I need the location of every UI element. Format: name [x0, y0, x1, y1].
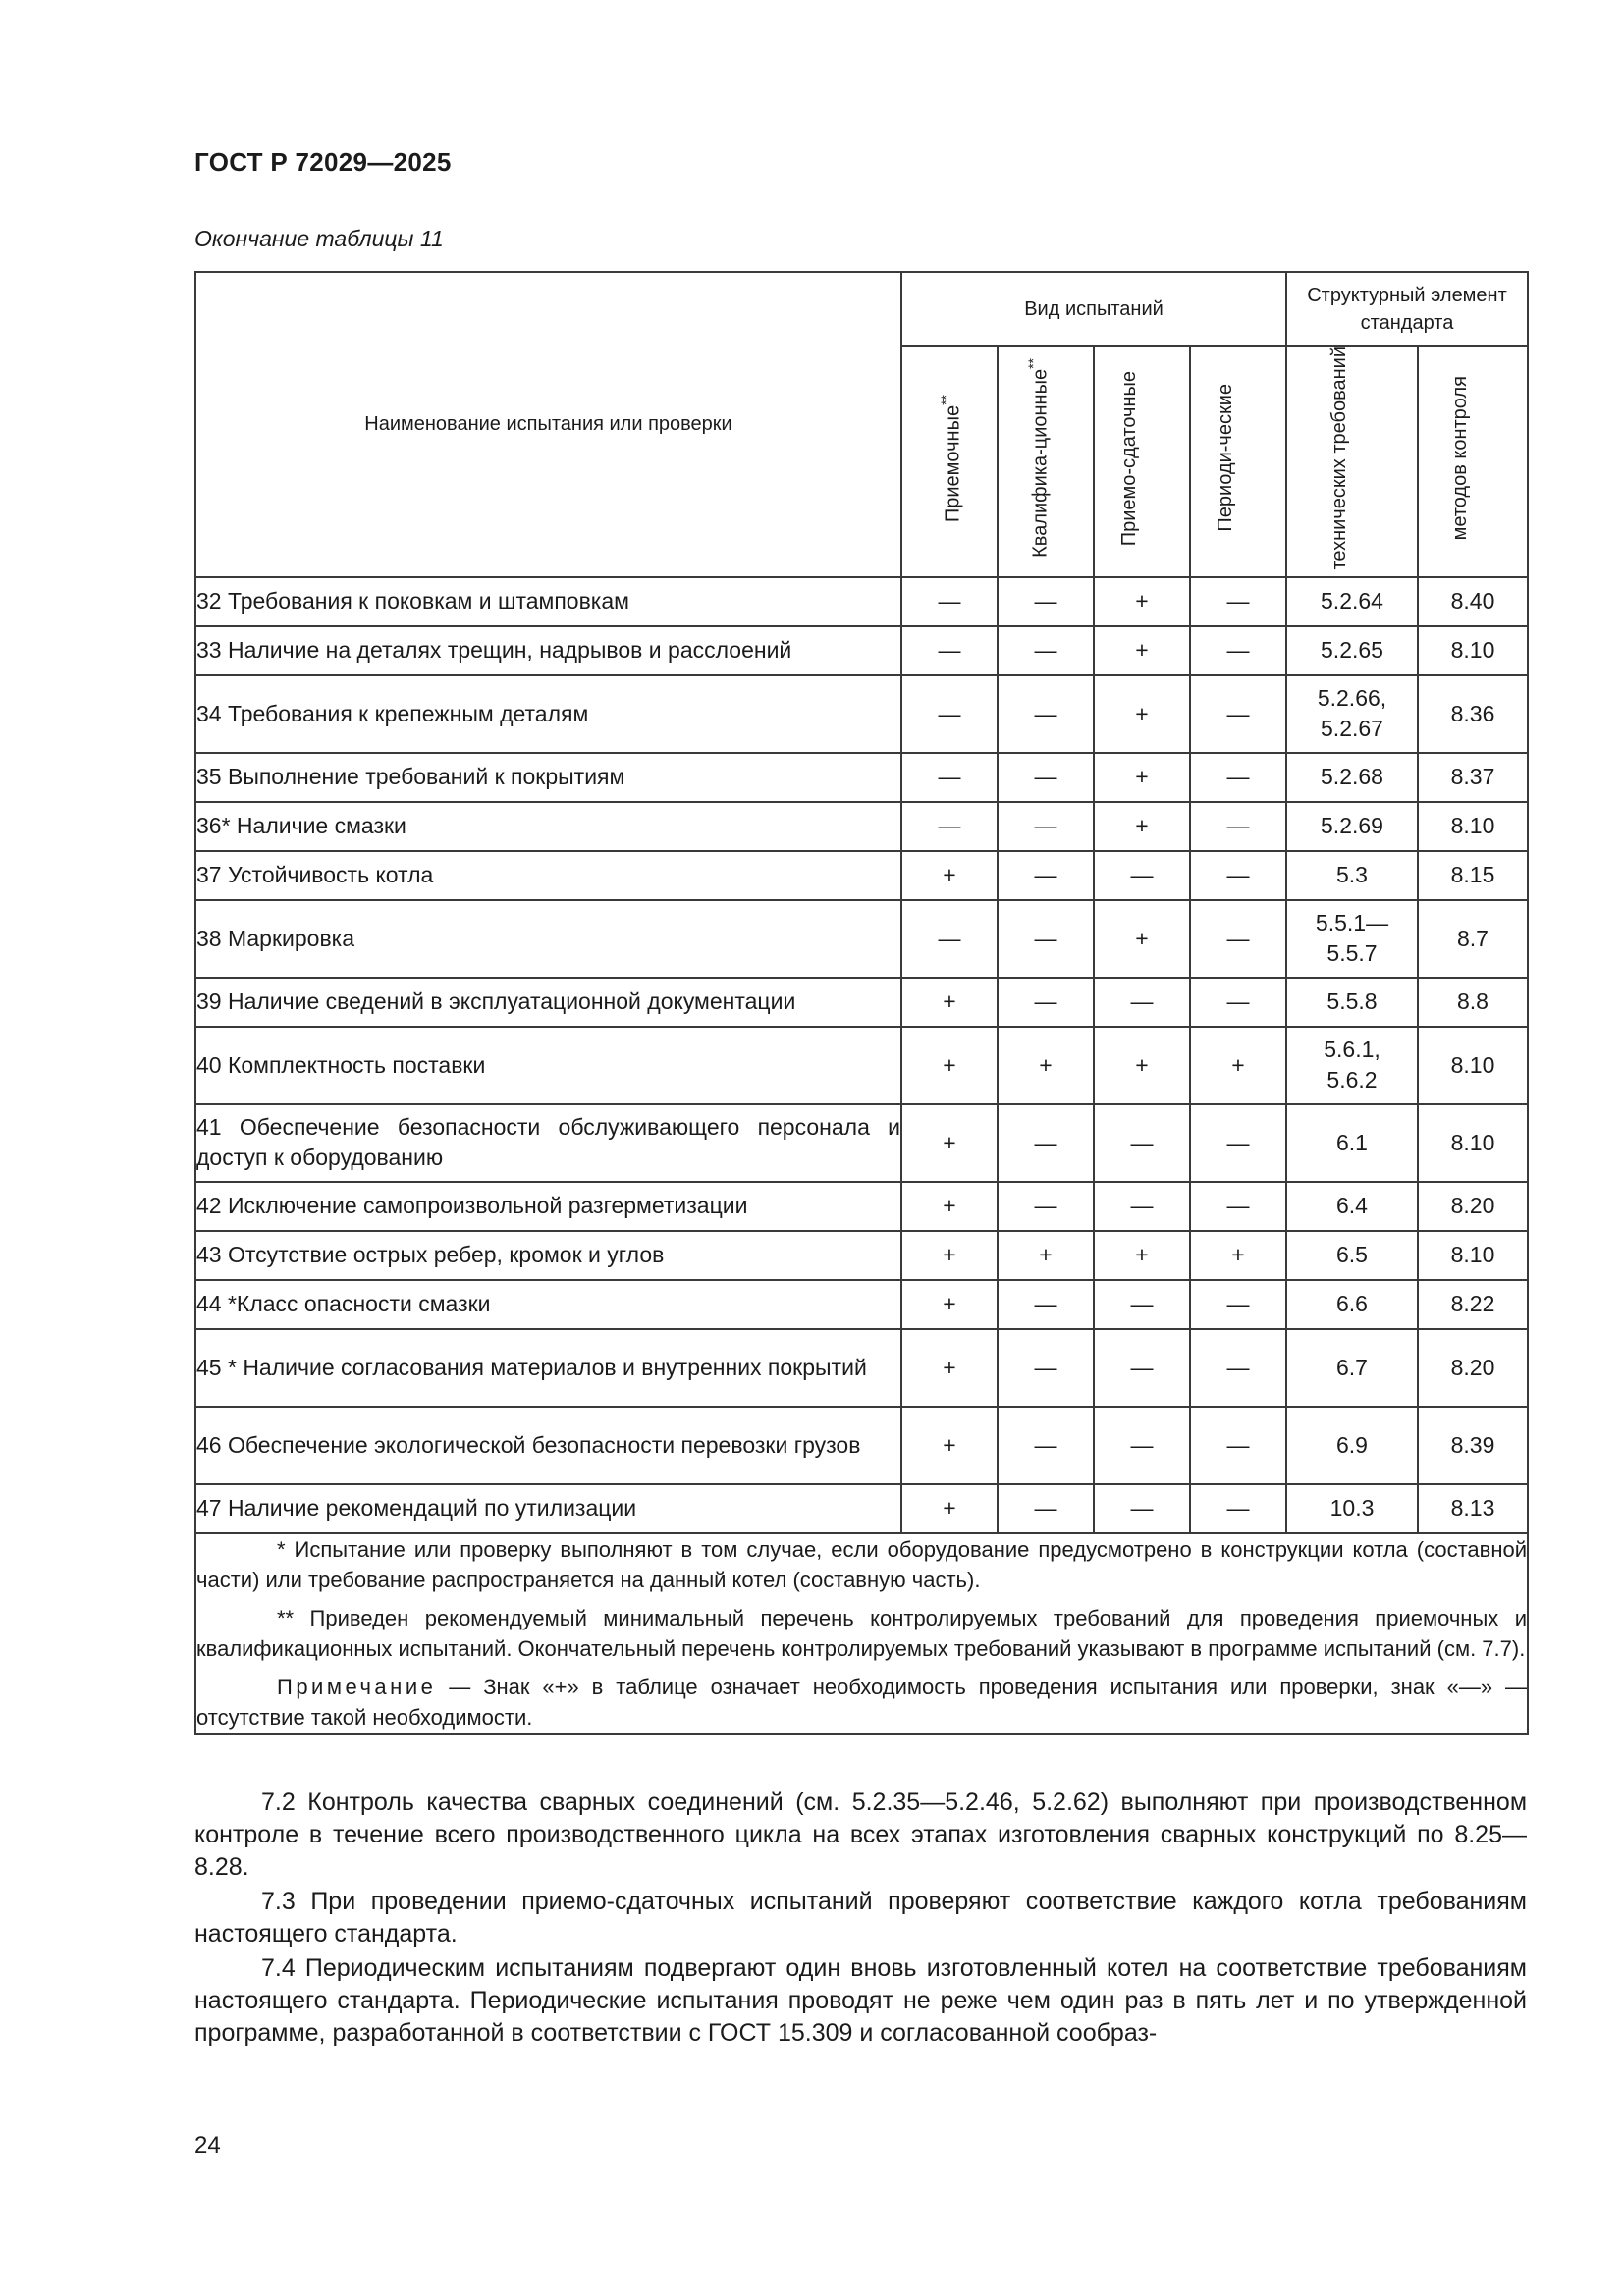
- header-acceptance: Приемочные**: [901, 346, 998, 577]
- table-row: 38 Маркировка — — + — 5.5.1— 5.5.7 8.7: [195, 900, 1528, 978]
- header-periodic: Периоди-ческие: [1190, 346, 1286, 577]
- table-row: 47 Наличие рекомендаций по утилизации + — — — 10.3 8.13: [195, 1484, 1528, 1533]
- table-row: 32 Требования к поковкам и штамповкам — — + — 5.2.64 8.40: [195, 577, 1528, 626]
- table-caption: Окончание таблицы 11: [194, 226, 444, 251]
- page-number: 24: [194, 2132, 221, 2159]
- table-row: 37 Устойчивость котла + — — — 5.3 8.15: [195, 851, 1528, 900]
- table-row: 43 Отсутствие острых ребер, кромок и углов + + + + 6.5 8.10: [195, 1231, 1528, 1280]
- tests-table: [194, 271, 1529, 1735]
- table-row: 36* Наличие смазки — — + — 5.2.69 8.10: [195, 802, 1528, 851]
- header-struct: Структурный элемент стандарта: [1286, 272, 1528, 346]
- table-row: 33 Наличие на деталях трещин, надрывов и расслоений — — + — 5.2.65 8.10: [195, 626, 1528, 675]
- paragraph-7-2: 7.2 Контроль качества сварных соединений (см. 5.2.35—5.2.46, 5.2.62) выполняют при производственном контроле в течение всего производственного цикла на всех этапах изготовления сварных конструкций по 8.25—8.28.: [194, 1789, 1527, 1881]
- header-test-types: Вид испытаний: [901, 272, 1286, 346]
- header-delivery: Приемо-сдаточные: [1094, 346, 1190, 577]
- table-row: 41 Обеспечение безопасности обслуживающего персонала и доступ к оборудованию + — — — 6.1 8.10: [195, 1104, 1528, 1182]
- table-row: 40 Комплектность поставки + + + + 5.6.1, 5.6.2 8.10: [195, 1027, 1528, 1104]
- table-row: 44 *Класс опасности смазки + — — — 6.6 8.22: [195, 1280, 1528, 1329]
- table-row: 39 Наличие сведений в эксплуатационной документации + — — — 5.5.8 8.8: [195, 978, 1528, 1027]
- table-row: 34 Требования к крепежным деталям — — + — 5.2.66, 5.2.67 8.36: [195, 675, 1528, 753]
- table-note: Примечание — Знак «+» в таблице означает необходимость проведения испытания или проверки, знак «—» — отсутствие такой необходимости.: [196, 1674, 1527, 1730]
- table-row: 45 * Наличие согласования материалов и внутренних покрытий + — — — 6.7 8.20: [195, 1329, 1528, 1407]
- header-qualification: Квалифика-ционные**: [998, 346, 1094, 577]
- body-text: [194, 1787, 1527, 2052]
- paragraph-7-3: 7.3 При проведении приемо-сдаточных испытаний проверяют соответствие каждого котла требованиям настоящего стандарта.: [194, 1888, 1527, 1948]
- table-row: 46 Обеспечение экологической безопасности перевозки грузов + — — — 6.9 8.39: [195, 1407, 1528, 1484]
- paragraph-7-4: 7.4 Периодическим испытаниям подвергают один вновь изготовленный котел на соответствие требованиям настоящего стандарта. Периодические испытания проводят не реже чем один раз в пять лет и по утвержденной программе, разработанной в соответствии с ГОСТ 15.309 и согласованной сообраз-: [194, 1954, 1527, 2047]
- footnote-2: ** Приведен рекомендуемый минимальный перечень контролируемых требований для проведения приемочных и квалификационных испытаний. Окончательный перечень контролируемых требований указывают в программе испытаний (см. 7.7).: [196, 1605, 1527, 1661]
- header-name: Наименование испытания или проверки: [195, 272, 901, 577]
- document-header: ГОСТ Р 72029—2025: [194, 147, 452, 177]
- header-tech-req: технических требований: [1286, 346, 1418, 577]
- table-notes-row: [195, 1533, 1528, 1734]
- footnote-1: * Испытание или проверку выполняют в том случае, если оборудование предусмотрено в конструкции котла (составной части) или требование распространяется на данный котел (составную часть).: [196, 1536, 1527, 1592]
- table-row: 35 Выполнение требований к покрытиям — — + — 5.2.68 8.37: [195, 753, 1528, 802]
- header-control-methods: методов контроля: [1418, 346, 1528, 577]
- table-row: 42 Исключение самопроизвольной разгерметизации + — — — 6.4 8.20: [195, 1182, 1528, 1231]
